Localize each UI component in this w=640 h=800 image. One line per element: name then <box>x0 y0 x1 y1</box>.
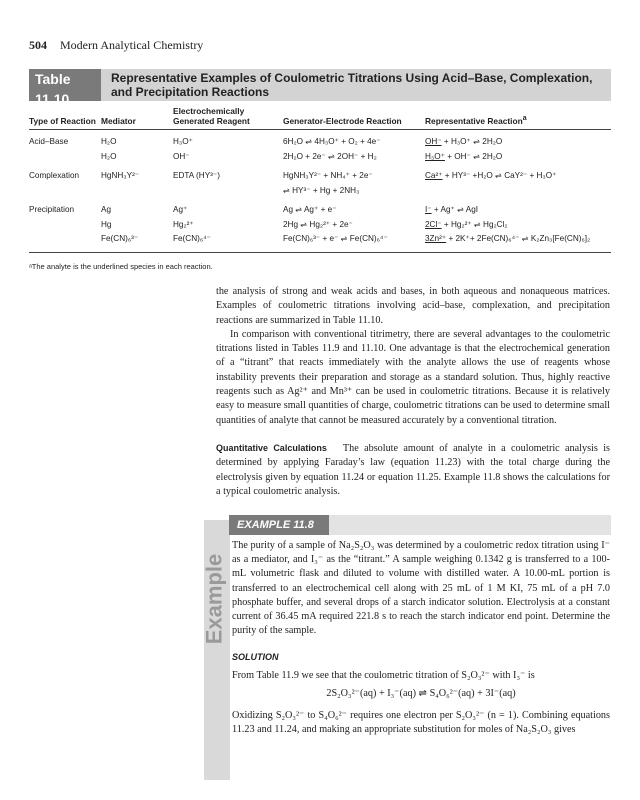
solution-intro: From Table 11.9 we see that the coulometric titration of S₂O₃²⁻ with I₃⁻ is <box>232 670 535 681</box>
analyte-underlined: I⁻ <box>425 205 432 214</box>
cell-reagent: OH⁻ <box>173 151 190 161</box>
table-row <box>29 164 611 184</box>
table-row <box>29 232 611 252</box>
analyte-underlined: OH⁻ <box>425 137 442 146</box>
solution-text: Oxidizing S₂O₃²⁻ to S₄O₆²⁻ requires one electron per S₂O₃²⁻ (n = 1). Combining equations 11.23 and 11.24, and making an appropriate substitution for moles of Na₂S₂O₃ gives <box>232 710 610 736</box>
rep-suffix: + Ag⁺ ⇌ AgI <box>431 205 479 214</box>
col-header-type: Type of Reaction <box>29 116 96 126</box>
cell-generator: 6H₂O ⇌ 4H₃O⁺ + O₂ + 4e⁻ <box>283 137 381 146</box>
quantitative-calculations <box>216 441 610 499</box>
cell-mediator: Hg <box>101 219 112 229</box>
paragraph-2: In comparison with conventional titrimetry, there are several advantages to the coulometric titrations listed in Tables 11.9 and 11.10. One advantage is that the electrochemical generation of a “titrant” that reacts immediately with the analyte allows the use of reagents whose instability prevents their preparation and storage as a standard solution. Thus, highly reactive reagents such as Ag²⁺ and Mn³⁺ can be used in coulometric titrations. Because it is relatively easy to measure small quantities of charge, coulometric titrations can be used to determine small quantities of analyte that cannot be measured accurately by a conventional titration. <box>216 328 610 426</box>
page-header <box>29 38 203 53</box>
reaction-equation: 2S₂O₃²⁻(aq) + I₃⁻(aq) ⇌ S₄O₆²⁻(aq) + 3I⁻(aq) <box>326 688 516 699</box>
analyte-underlined: Ca²⁺ <box>425 171 443 180</box>
rep-suffix: + H₃O⁺ ⇌ 2H₂O <box>441 137 503 146</box>
cell-mediator: H₂O <box>101 151 117 161</box>
table-row <box>29 130 611 150</box>
cell-reagent: Ag⁺ <box>173 205 188 214</box>
cell-reagent: EDTA (HY³⁻) <box>173 171 220 180</box>
cell-mediator: Ag <box>101 205 112 214</box>
cell-generator: HgNH₃Y²⁻ + NH₄⁺ + 2e⁻ <box>283 171 373 180</box>
cell-generator: 2H₂O + 2e⁻ ⇌ 2OH⁻ + H₂ <box>283 151 377 161</box>
example-problem: The purity of a sample of Na₂S₂O₃ was determined by a coulometric redox titration using I⁻ as a mediator, and I₃⁻ as the “titrant.” A sample weighing 0.1342 g is transferred to a 100-mL volumetric flask and diluted to volume with distilled water. A 10.00-mL portion is transferred to an electrochemical cell along with 25 mL of 1 M KI, 75 mL of a pH 7.0 phosphate buffer, and several drops of a starch indicator solution. Electrolysis at a constant current of 36.45 mA required 221.8 s to reach the starch indicator end point. Determine the purity of the sample. <box>232 540 610 637</box>
cell-type: Complexation <box>29 171 80 180</box>
cell-reagent: H₃O⁺ <box>173 137 193 146</box>
cell-type: Acid–Base <box>29 137 69 146</box>
cell-type: Precipitation <box>29 205 75 214</box>
cell-reagent: Hg₂²⁺ <box>173 219 194 229</box>
col-header-generator: Generator-Electrode Reaction <box>283 116 402 126</box>
section-text: The absolute amount of analyte in a coulometric analysis is determined by applying Faraday’s law (equation 11.23) with the total charge during the electrolysis given by equation 11.24 or equation 11.25. Example 11.8 shows the calculations for a typical coulometric analysis. <box>216 443 611 497</box>
example-side-label: Example <box>201 553 227 645</box>
col-header-mediator: Mediator <box>101 116 136 126</box>
body-text <box>216 285 610 428</box>
coulometric-titrations-table <box>29 106 611 253</box>
cell-representative <box>425 130 611 150</box>
book-title: Modern Analytical Chemistry <box>60 38 204 52</box>
table-row <box>29 184 611 199</box>
page-number: 504 <box>29 38 47 52</box>
cell-type <box>29 232 101 252</box>
analyte-underlined: 3Zn²⁺ <box>425 234 447 243</box>
solution-label: SOLUTION <box>232 652 279 662</box>
cell-representative <box>425 184 611 199</box>
table-row <box>29 150 611 165</box>
cell-mediator: HgNH₃Y²⁻ <box>101 171 140 180</box>
rep-suffix: + 2K⁺+ 2Fe(CN)₆⁴⁻ ⇌ K₂Zn₃[Fe(CN)₆]₂ <box>446 234 591 243</box>
example-label: EXAMPLE 11.8 <box>229 515 329 535</box>
analyte-underlined: 2Cl⁻ <box>425 219 442 229</box>
table-footnote: ᵃThe analyte is the underlined species in each reaction. <box>29 262 213 271</box>
col-header-reagent: Electrochemically Generated Reagent <box>173 106 250 126</box>
table-row <box>29 198 611 218</box>
rep-suffix: + HY³⁻ +H₂O ⇌ CaY²⁻ + H₃O⁺ <box>442 171 557 180</box>
cell-generator: ⇌ HY³⁻ + Hg + 2NH₃ <box>283 185 360 195</box>
rep-suffix: + OH⁻ ⇌ 2H₂O <box>444 151 503 161</box>
table-label: Table 11.10 <box>29 69 101 101</box>
cell-type <box>29 218 101 233</box>
table-title: Representative Examples of Coulometric Titrations Using Acid–Base, Complexation, and Precipitation Reactions <box>111 71 593 99</box>
cell-reagent <box>173 184 283 199</box>
footnote-marker: a <box>522 115 527 123</box>
table-row <box>29 218 611 233</box>
cell-generator: 2Hg ⇌ Hg₂²⁺ + 2e⁻ <box>283 219 353 229</box>
cell-representative <box>425 198 611 218</box>
cell-representative <box>425 232 611 252</box>
analyte-underlined: H₃O⁺ <box>425 151 445 161</box>
col-header-representative: Representative Reaction$^a$ <box>425 115 527 126</box>
cell-type <box>29 150 101 165</box>
section-heading: Quantitative Calculations <box>216 443 327 453</box>
cell-generator: Fe(CN)₆³⁻ + e⁻ ⇌ Fe(CN)₆⁴⁻ <box>283 234 388 243</box>
cell-generator: Ag ⇌ Ag⁺ + e⁻ <box>283 205 337 214</box>
cell-reagent: Fe(CN)₆⁴⁻ <box>173 234 211 243</box>
cell-representative <box>425 218 611 233</box>
cell-representative <box>425 150 611 165</box>
rep-suffix: + Hg₂²⁺ ⇌ Hg₂Cl₂ <box>441 219 508 229</box>
cell-representative <box>425 164 611 184</box>
cell-mediator <box>101 184 173 199</box>
cell-mediator: Fe(CN)₆³⁻ <box>101 234 139 243</box>
table-column-headers <box>29 106 611 130</box>
table-header-bar <box>29 69 611 107</box>
paragraph-1: the analysis of strong and weak acids and bases, in both aqueous and nonaqueous matrices. Examples of coulometric titrations involving acid–base, complexation, and precipitation reactions are summarized in Table 11.10. <box>216 286 610 326</box>
cell-mediator: H₂O <box>101 137 117 146</box>
cell-type <box>29 184 101 199</box>
